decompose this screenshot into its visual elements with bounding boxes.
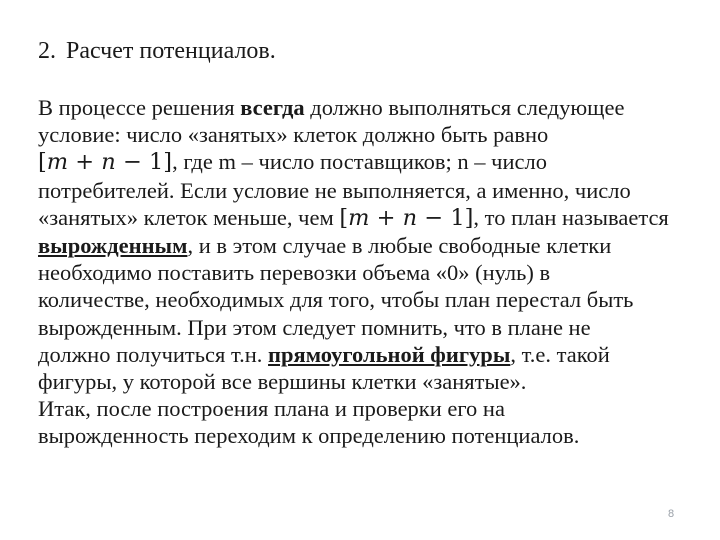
text-line-3 [38,148,698,176]
text-span: , т.е. такой [510,341,610,367]
formula-const-1: 1 [148,149,164,176]
formula-var-n: n [101,149,116,176]
heading-title: Расчет потенциалов. [66,38,276,64]
text-line-9: вырожденным. При этом следует помнить, что в плане не [38,314,591,340]
text-span: должно выполняться следующее [304,95,625,120]
bold-word-always: всегда [240,95,305,120]
formula-var-m: m [46,149,69,176]
text-line-2: условие: число «занятых» клеток должно быть равно [38,122,549,148]
heading-number: 2. [38,38,56,64]
bold-term-rectangular-figure: прямоугольной фигуры [268,341,511,367]
formula-var-m: m [348,204,370,231]
text-span: , то план называется [473,204,669,230]
text-span: , и в этом случае в любые свободные клетки [187,233,612,259]
text-line-13: вырожденность переходим к определению потенциалов. [38,423,580,449]
text-line-1 [38,94,698,121]
text-line-7: необходимо поставить перевозки объема «0» (нуль) в [38,260,551,286]
text-line-5 [38,204,698,232]
bold-term-degenerate: вырожденным [38,233,188,259]
formula-const-1: 1 [450,204,465,231]
formula-m-plus-n-minus-1: [m + n − 1] [38,149,173,176]
section-heading [38,36,276,66]
text-line-6 [38,232,698,259]
text-span: , где m – число поставщиков; n – число [172,149,547,175]
text-span: В процессе решения [38,95,241,120]
text-line-10 [38,341,698,368]
text-line-8: количестве, необходимых для того, чтобы план перестал быть [38,287,634,313]
formula-m-plus-n-minus-1: [m + n − 1] [339,204,474,231]
text-span: «занятых» клеток меньше, чем [38,204,340,230]
text-line-4: потребителей. Если условие не выполняется, а именно, число [38,177,631,203]
text-line-12: Итак, после построения плана и проверки его на [38,396,505,422]
text-span: должно получиться т.н. [38,341,269,367]
main-paragraph [38,94,698,450]
formula-var-n: n [402,204,418,231]
text-line-11: фигуры, у которой все вершины клетки «занятые». [38,369,527,395]
page-number: 8 [668,508,675,520]
